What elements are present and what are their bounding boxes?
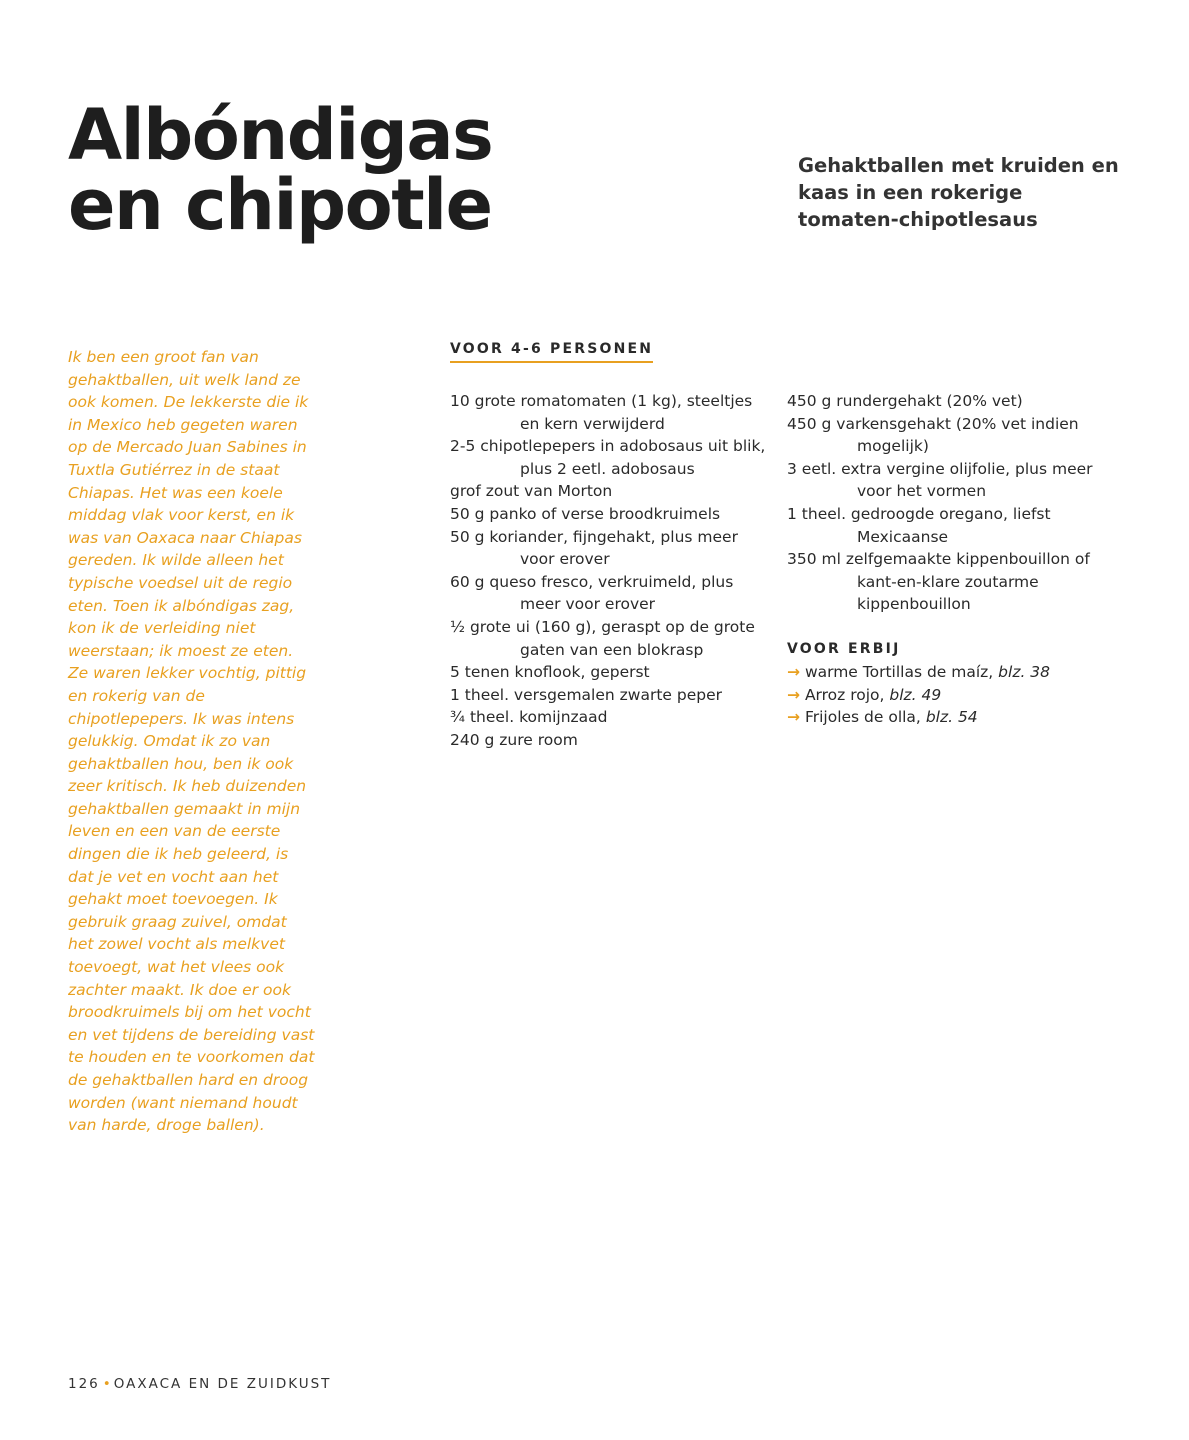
arrow-right-icon: → (787, 708, 800, 727)
serve-with-item (787, 706, 1050, 729)
ingredient-item: ½ grote ui (160 g), geraspt op de grote gaten van een blokrasp (450, 617, 755, 659)
ingredient-item: 50 g panko of verse broodkruimels (450, 504, 721, 523)
intro-text: Ik ben een groot fan van gehaktballen, uit welk land ze ook komen. De lekkerste die ik in Mexico heb gegeten waren op de Mercado Juan Sabines in Tuxtla Gutiérrez in de staat Chiapas. Het was een koele middag vlak voor kerst, en ik was van Oaxaca naar Chiapas gereden. Ik wilde alleen het typische voedsel uit de regio eten. Toen ik albóndigas zag, kon ik de verleiding niet weerstaan; ik moest ze eten. Ze waren lekker vochtig, pittig en rokerig van de chipotlepepers. Ik was intens gelukkig. Omdat ik zo van gehaktballen hou, ben ik ook zeer kritisch. Ik heb duizenden gehaktballen gemaakt in mijn leven en een van de eerste dingen die ik heb geleerd, is dat je vet en vocht aan het gehakt moet toevoegen. Ik gebruik graag zuivel, omdat het zowel vocht als melkvet toevoegt, wat het vlees ook zachter maakt. Ik doe er ook broodkruimels bij om het vocht en vet tijdens de bereiding vast te houden en te voorkomen dat de gehaktballen hard en droog worden (want niemand houdt van harde, droge ballen). (68, 348, 315, 1135)
recipe-subtitle: Gehaktballen met kruiden en kaas in een rokerige tomaten-chipotlesaus (798, 154, 1119, 231)
ingredient-item: 5 tenen knoflook, geperst (450, 663, 650, 682)
page-reference: blz. 49 (889, 685, 942, 704)
serve-with-item (787, 661, 1050, 684)
serve-with-list (787, 661, 1050, 729)
ingredient-item: 2-5 chipotlepepers in adobosaus uit blik, plus 2 eetl. adobosaus (450, 437, 766, 478)
ingredient-item: ¾ theel. komijnzaad (450, 708, 608, 727)
arrow-right-icon: → (787, 663, 800, 681)
title-line-2: en chipotle (68, 164, 492, 246)
ingredient-item: 1 theel. gedroogde oregano, liefst Mexicaanse (787, 504, 1051, 546)
serve-with-name: Arroz rojo, (804, 685, 885, 704)
page-reference: blz. 54 (925, 708, 978, 727)
ingredient-item: grof zout van Morton (450, 482, 613, 501)
ingredient-item: 450 g rundergehakt (20% vet) (787, 392, 1023, 410)
serve-with-item (787, 684, 1050, 707)
ingredient-item: 1 theel. versgemalen zwarte peper (450, 685, 722, 704)
ingredient-item: 50 g koriander, fijngehakt, plus meer voor erover (450, 527, 738, 569)
page-number: 126 (68, 1376, 100, 1392)
serve-with-name: warme Tortillas de maíz, (804, 663, 994, 681)
title-line-1: Albóndigas (68, 94, 493, 176)
ingredient-item: 10 grote romatomaten (1 kg), steeltjes en kern verwijderd (450, 392, 753, 433)
recipe-title (68, 94, 493, 246)
ingredient-item: 450 g varkensgehakt (20% vet indien mogelijk) (787, 414, 1079, 456)
ingredients-list-left (450, 390, 770, 752)
serve-with-heading: VOOR ERBIJ (787, 641, 901, 657)
ingredient-item: 60 g queso fresco, verkruimeld, plus meer voor erover (450, 572, 734, 614)
page-footer (68, 1376, 331, 1392)
page-reference: blz. 38 (998, 663, 1051, 681)
ingredient-item: 3 eetl. extra vergine olijfolie, plus meer voor het vormen (787, 459, 1093, 501)
ingredient-item: 350 ml zelfgemaakte kippenbouillon of kant-en-klare zoutarme kippenbouillon (787, 550, 1090, 614)
ingredients-list-right (787, 390, 1117, 616)
serve-with-name: Frijoles de olla, (804, 708, 921, 727)
arrow-right-icon: → (787, 685, 800, 704)
servings-heading: VOOR 4-6 PERSONEN (450, 341, 653, 363)
bullet-separator-icon: • (102, 1376, 111, 1392)
section-name: OAXACA EN DE ZUIDKUST (113, 1376, 332, 1392)
ingredient-item: 240 g zure room (450, 730, 578, 749)
